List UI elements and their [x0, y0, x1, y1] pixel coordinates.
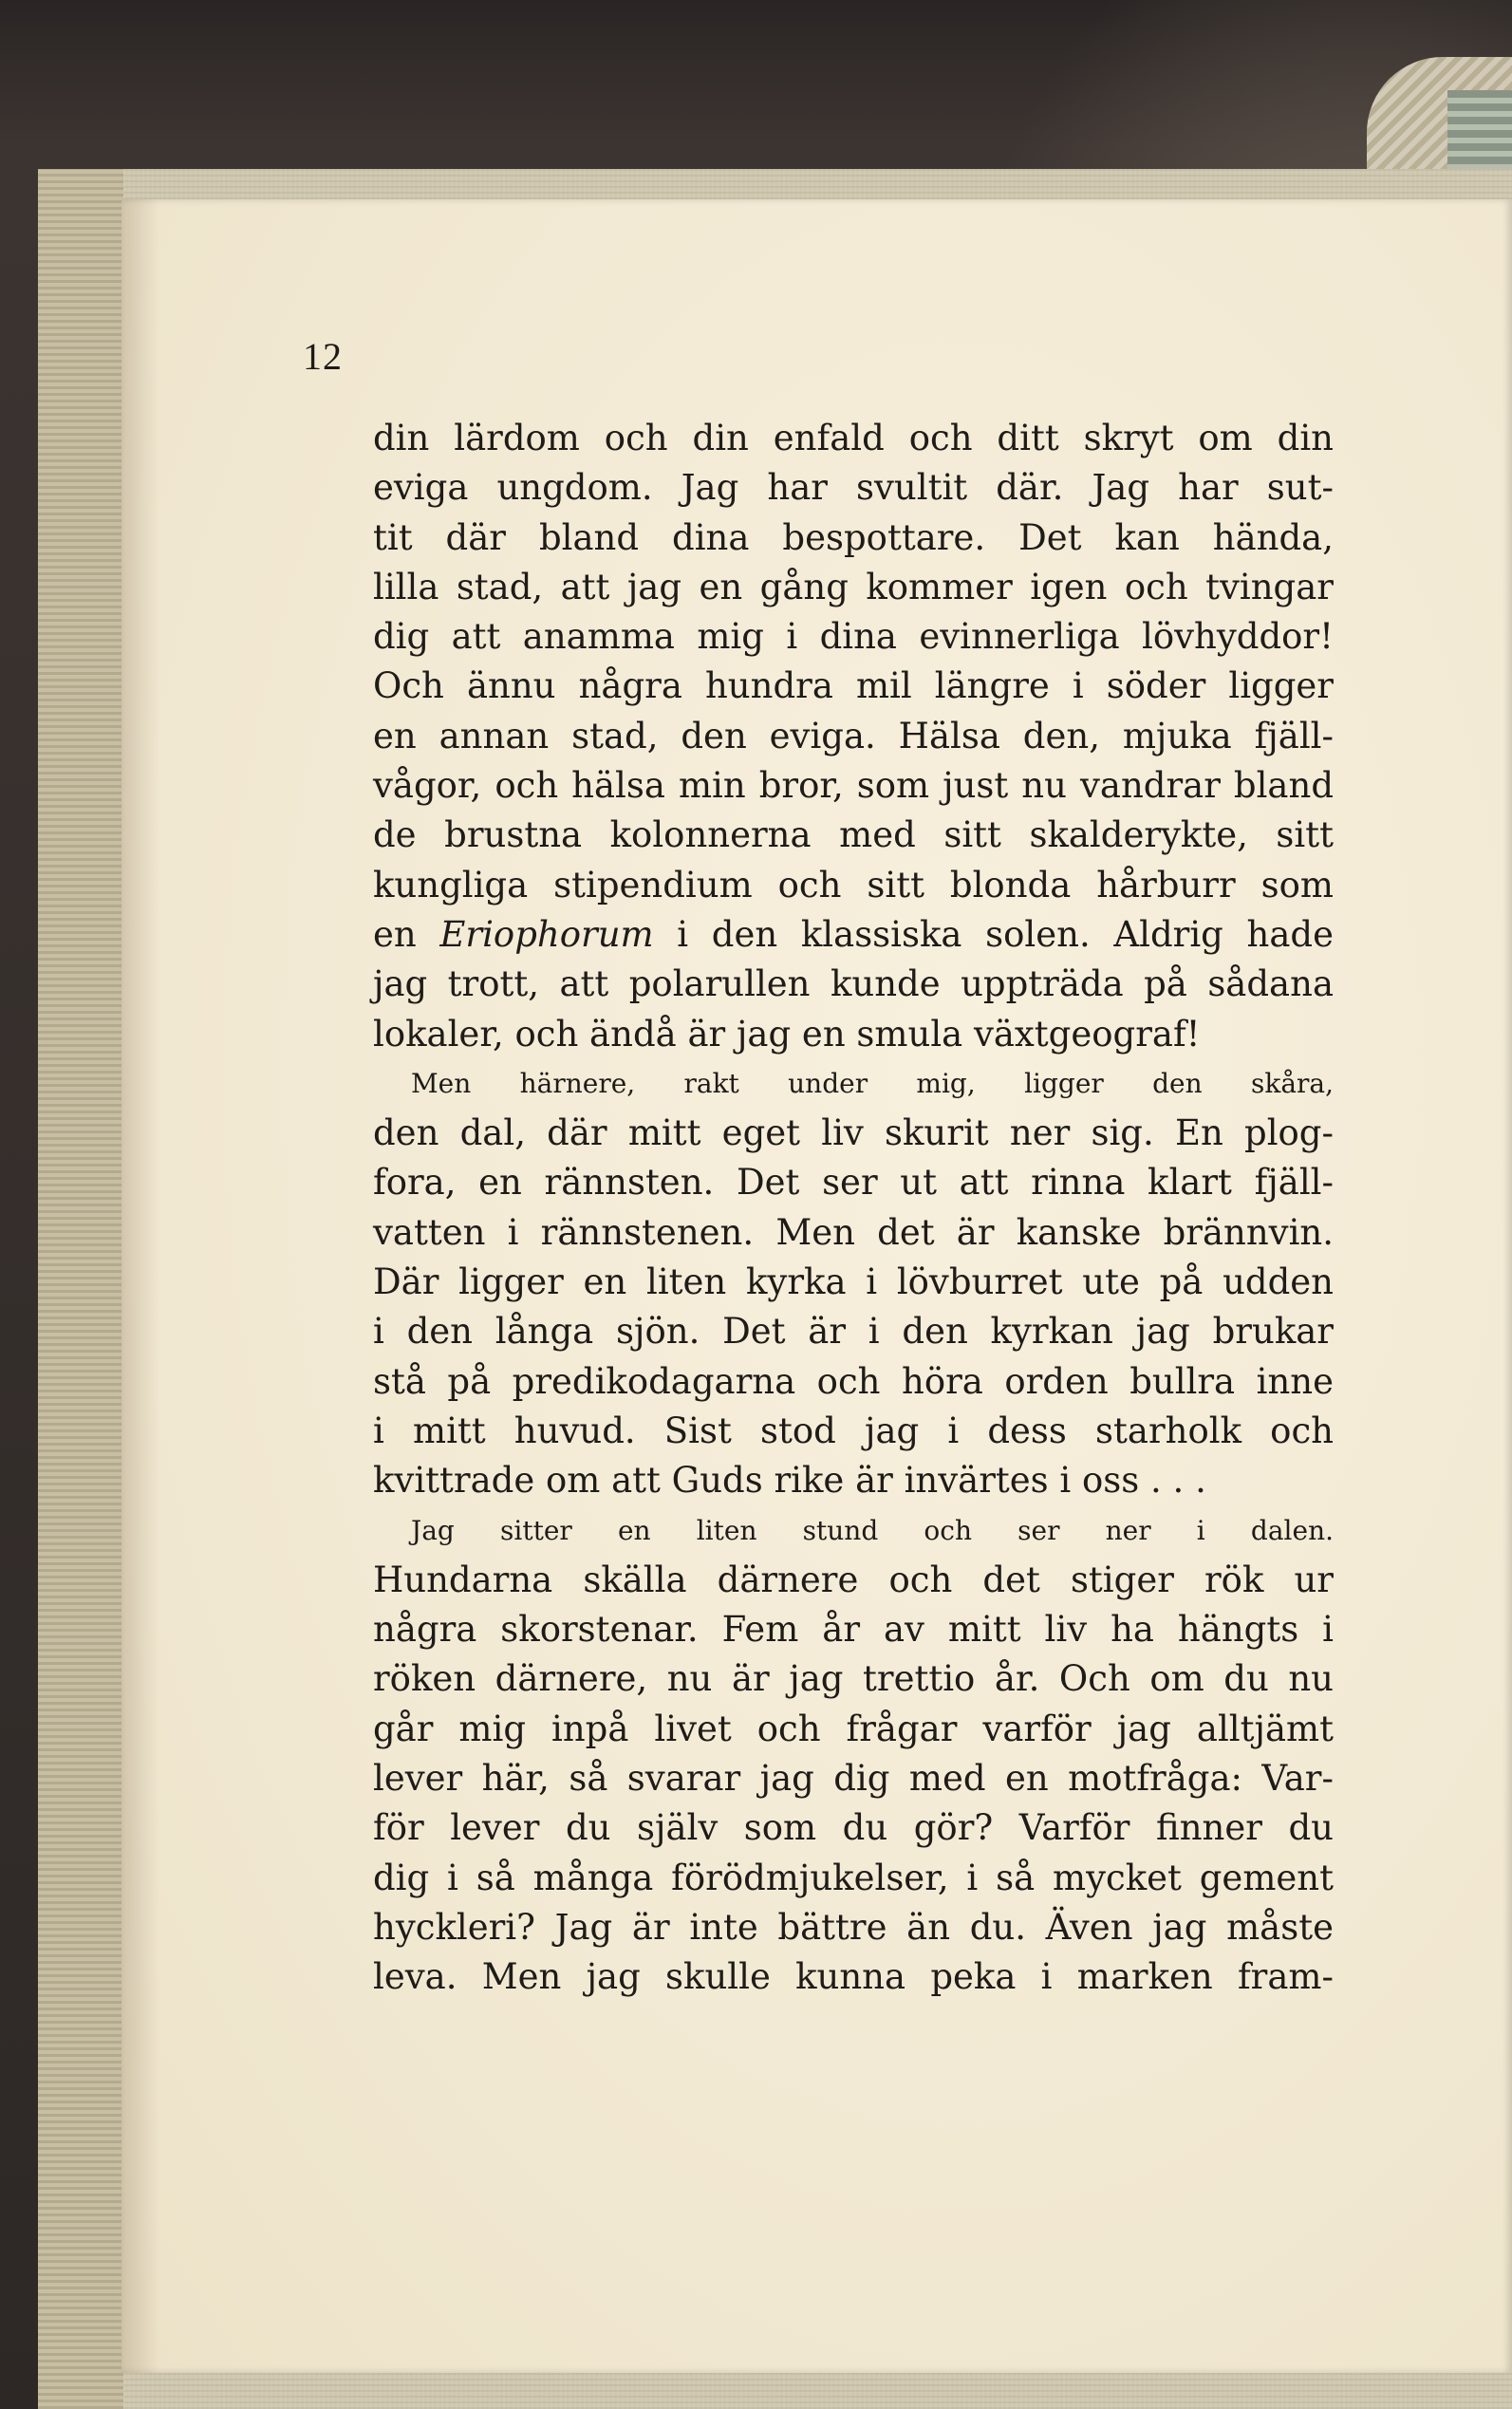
- body-text: [373, 414, 1334, 2003]
- text-line: Jag sitter en liten stund och ser ner i dalen.: [411, 1514, 1334, 1546]
- text-line: leva. Men jag skulle kunna peka i marken fram-: [373, 1956, 1334, 1998]
- text-line: Där ligger en liten kyrka i lövburret ute på udden: [373, 1261, 1334, 1303]
- text-line: för lever du själv som du gör? Varför finner du: [373, 1807, 1334, 1849]
- text-line: i mitt huvud. Sist stod jag i dess starholk och: [373, 1410, 1334, 1451]
- text-line: går mig inpå livet och frågar varför jag alltjämt: [373, 1708, 1334, 1749]
- text-segment: i den klassiska solen. Aldrig hade: [653, 913, 1334, 955]
- text-line: jag trott, att polarullen kunde uppträda på sådana: [373, 963, 1334, 1005]
- text-line: stå på predikodagarna och höra orden bullra inne: [373, 1360, 1334, 1402]
- text-line: lilla stad, att jag en gång kommer igen och tvingar: [373, 566, 1334, 607]
- text-line: en annan stad, den eviga. Hälsa den, mjuka fjäll-: [373, 715, 1334, 756]
- text-line: vatten i rännstenen. Men det är kanske brännvin.: [373, 1211, 1334, 1253]
- text-line: i den långa sjön. Det är i den kyrkan jag brukar: [373, 1311, 1334, 1353]
- text-line: den dal, där mitt eget liv skurit ner sig. En plog-: [373, 1112, 1334, 1154]
- cover-edge: [38, 169, 123, 2409]
- text-line: vågor, och hälsa min bror, som just nu vandrar bland: [373, 765, 1334, 807]
- text-line: kvittrade om att Guds rike är invärtes i oss . . .: [373, 1460, 1206, 1502]
- text-line: Hundarna skälla därnere och det stiger rök ur: [373, 1559, 1334, 1600]
- italic-term: Eriophorum: [439, 913, 654, 955]
- text-line: lever här, så svarar jag dig med en motfråga: Var-: [373, 1758, 1334, 1800]
- text-line: din lärdom och din enfald och ditt skryt om din: [373, 418, 1334, 458]
- text-segment: en: [373, 913, 440, 955]
- gutter-shadow: [121, 199, 159, 2373]
- text-line: [373, 910, 1334, 960]
- text-line: Men härnere, rakt under mig, ligger den skåra,: [411, 1067, 1334, 1099]
- page-number: 12: [303, 335, 343, 378]
- text-line: de brustna kolonnerna med sitt skalderykte, sitt: [373, 814, 1334, 856]
- text-line: lokaler, och ändå är jag en smula växtgeograf!: [373, 1013, 1201, 1055]
- text-line: röken därnere, nu är jag trettio år. Och om du nu: [373, 1658, 1334, 1700]
- text-line: dig att anamma mig i dina evinnerliga lövhyddor!: [373, 616, 1334, 658]
- text-line: kungliga stipendium och sitt blonda hårburr som: [373, 864, 1334, 906]
- text-line: eviga ungdom. Jag har svultit där. Jag har sut-: [373, 467, 1334, 509]
- text-line: tit där bland dina bespottare. Det kan hända,: [373, 516, 1334, 558]
- text-line: dig i så många förödmjukelser, i så mycket gement: [373, 1857, 1334, 1898]
- text-line: hyckleri? Jag är inte bättre än du. Även jag måste: [373, 1906, 1334, 1948]
- text-line: några skorstenar. Fem år av mitt liv ha hängts i: [373, 1609, 1334, 1651]
- text-line: Och ännu några hundra mil längre i söder ligger: [373, 665, 1334, 707]
- text-line: fora, en rännsten. Det ser ut att rinna klart fjäll-: [373, 1162, 1334, 1204]
